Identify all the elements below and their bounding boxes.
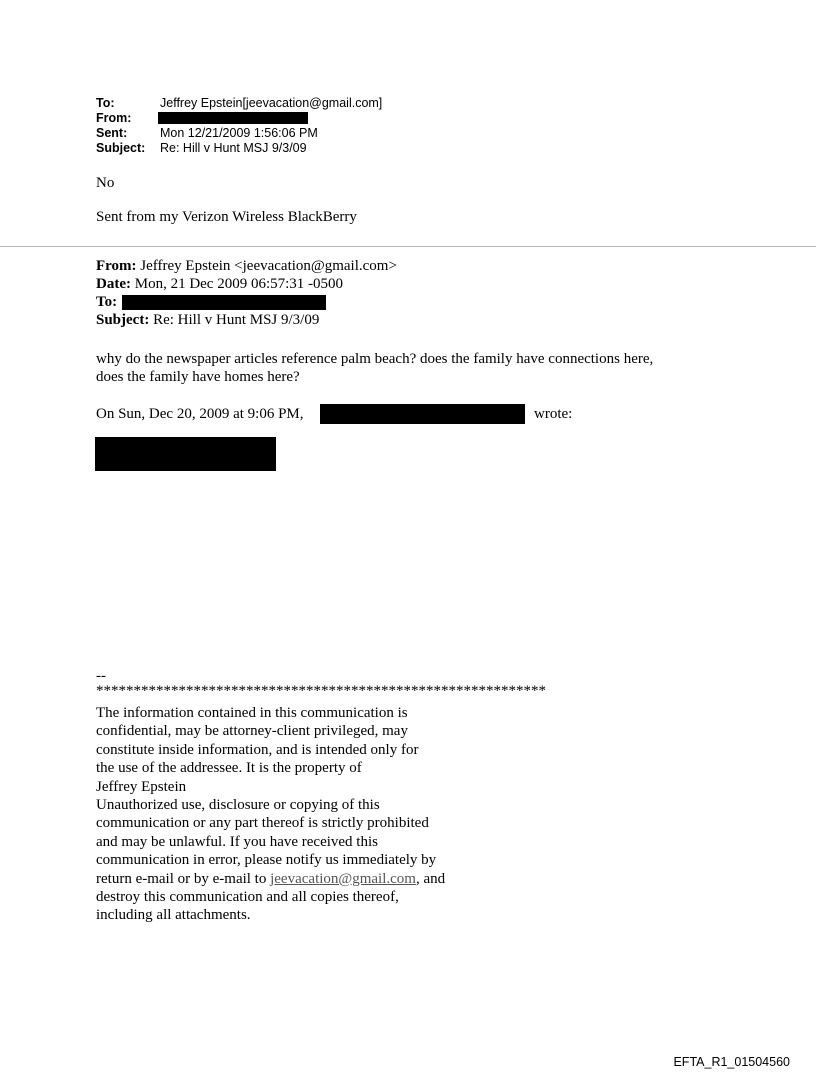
quoted-to-row xyxy=(96,294,117,311)
disclaimer-line-email xyxy=(96,870,445,888)
redaction-bar xyxy=(122,295,326,310)
disclaimer-line: Jeffrey Epstein xyxy=(96,778,187,795)
disclaimer-line: communication or any part thereof is strictly prohibited xyxy=(96,815,429,832)
quoted-to-label: To: xyxy=(96,294,118,310)
disclaimer-email-link[interactable]: jeevacation@gmail.com xyxy=(270,870,416,887)
disclaimer-line: destroy this communication and all copies thereof, xyxy=(96,889,399,906)
header-subject-value: Re: Hill v Hunt MSJ 9/3/09 xyxy=(160,141,307,155)
quoted-from-value: Jeffrey Epstein <jeevacation@gmail.com> xyxy=(140,258,397,274)
redaction-bar xyxy=(158,112,308,124)
disclaimer-line: Unauthorized use, disclosure or copying of this xyxy=(96,797,380,814)
disclaimer-line: The information contained in this communication is xyxy=(96,705,408,721)
disclaimer-email-suffix: , and xyxy=(415,870,446,887)
header-sent-value: Mon 12/21/2009 1:56:06 PM xyxy=(160,126,318,140)
disclaimer-email-prefix: return e-mail or by e-mail to xyxy=(96,870,271,887)
divider xyxy=(0,246,816,247)
quoted-attribution-suffix: wrote: xyxy=(534,406,573,422)
header-to-label: To: xyxy=(96,96,115,110)
quoted-subject-value: Re: Hill v Hunt MSJ 9/3/09 xyxy=(153,312,320,328)
quoted-body-line-1: why do the newspaper articles reference palm beach? does the family have connections here, xyxy=(96,351,654,367)
header-sent-label: Sent: xyxy=(96,126,128,140)
quoted-body-line-2: does the family have homes here? xyxy=(96,369,300,385)
quoted-date-row xyxy=(96,276,343,293)
redaction-bar xyxy=(320,404,525,424)
quoted-from-label: From: xyxy=(96,258,137,274)
disclaimer-line: constitute inside information, and is intended only for xyxy=(96,741,419,758)
disclaimer-line: and may be unlawful. If you have received this xyxy=(96,833,378,850)
quoted-date-value: Mon, 21 Dec 2009 06:57:31 -0500 xyxy=(134,276,344,292)
disclaimer-stars: ************************************************************ xyxy=(96,683,546,699)
disclaimer-line: confidential, may be attorney-client privileged, may xyxy=(96,723,408,740)
disclaimer-text xyxy=(96,704,445,925)
disclaimer-dashes: -- xyxy=(96,668,106,684)
reply-text: No xyxy=(96,175,115,191)
disclaimer-line: including all attachments. xyxy=(96,907,251,924)
quoted-from-row xyxy=(96,258,397,275)
quoted-date-label: Date: xyxy=(96,276,131,292)
reply-signature: Sent from my Verizon Wireless BlackBerry xyxy=(96,209,357,225)
disclaimer-line: communication in error, please notify us immediately by xyxy=(96,852,437,869)
document-id: EFTA_R1_01504560 xyxy=(673,1055,790,1069)
redaction-block xyxy=(95,437,276,471)
quoted-attribution-prefix: On Sun, Dec 20, 2009 at 9:06 PM, xyxy=(96,406,304,422)
header-subject-label: Subject: xyxy=(96,141,146,155)
disclaimer-line: the use of the addressee. It is the property of xyxy=(96,760,362,777)
header-from-label: From: xyxy=(96,111,132,125)
header-to-value: Jeffrey Epstein[jeevacation@gmail.com] xyxy=(160,96,383,110)
quoted-subject-label: Subject: xyxy=(96,312,150,328)
quoted-subject-row xyxy=(96,312,319,329)
